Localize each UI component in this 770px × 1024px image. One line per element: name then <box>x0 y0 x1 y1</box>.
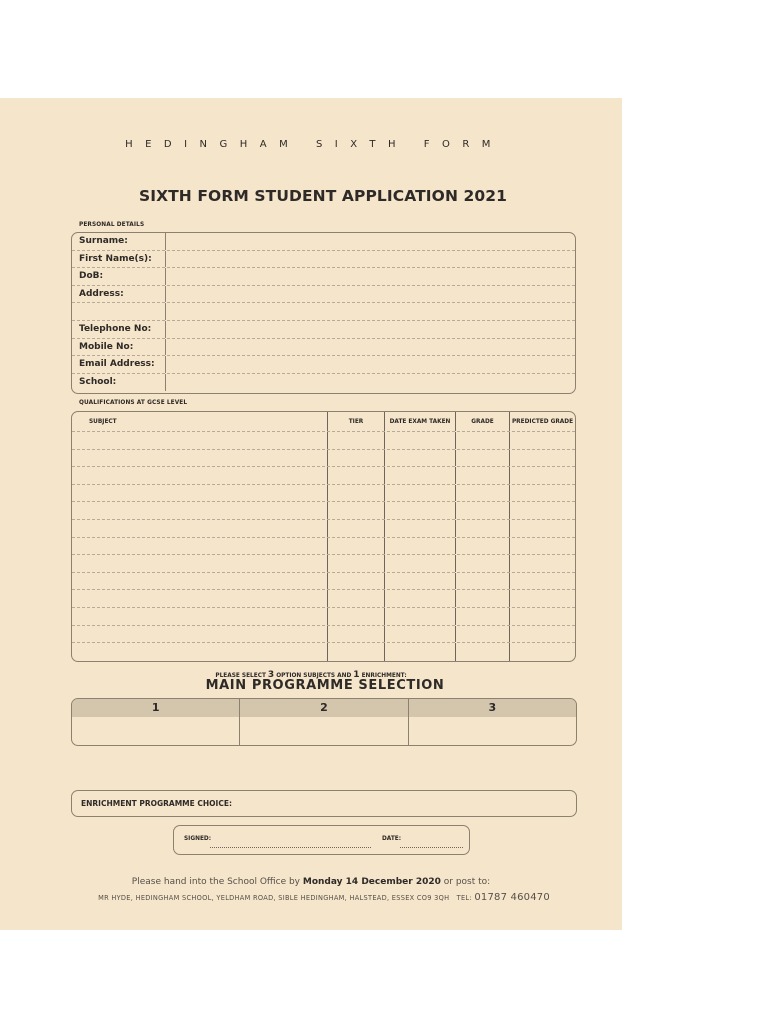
table-row <box>72 450 575 468</box>
field-label: School: <box>72 374 166 392</box>
programme-title: MAIN PROGRAMME SELECTION <box>205 678 445 693</box>
option-3-input[interactable] <box>409 717 576 745</box>
table-row <box>72 502 575 520</box>
grade-cell-input[interactable] <box>456 590 510 607</box>
subject-cell-input[interactable] <box>72 450 328 467</box>
grade-cell-input[interactable] <box>456 502 510 519</box>
predicted-grade-cell-input[interactable] <box>510 538 575 555</box>
column-header-predicted-grade: PREDICTED GRADE <box>511 419 574 425</box>
predicted-grade-cell-input[interactable] <box>510 643 575 661</box>
tier-cell-input[interactable] <box>328 502 385 519</box>
column-header-grade: GRADE <box>456 412 510 431</box>
predicted-grade-cell-input[interactable] <box>510 626 575 643</box>
email-input[interactable] <box>166 356 575 373</box>
field-label: Address: <box>72 286 166 303</box>
mobile-input[interactable] <box>166 339 575 356</box>
grade-cell-input[interactable] <box>456 485 510 502</box>
field-label <box>72 303 166 320</box>
column-header-tier: TIER <box>328 412 385 431</box>
table-row <box>72 608 575 626</box>
postal-address <box>0 892 648 903</box>
field-row-telephone <box>72 321 575 339</box>
table-row <box>72 432 575 450</box>
table-row <box>72 643 575 661</box>
qualifications-table <box>71 411 576 662</box>
qualifications-label: QUALIFICATIONS AT GCSE LEVEL <box>79 400 188 406</box>
field-label: First Name(s): <box>72 251 166 268</box>
grade-cell-input[interactable] <box>456 538 510 555</box>
date-exam-taken-cell-input[interactable] <box>385 502 456 519</box>
date-exam-taken-cell-input[interactable] <box>385 538 456 555</box>
option-1-input[interactable] <box>72 717 239 745</box>
grade-cell-input[interactable] <box>456 608 510 625</box>
option-header: 1 <box>72 699 239 717</box>
field-label: Telephone No: <box>72 321 166 338</box>
predicted-grade-cell-input[interactable] <box>510 432 575 449</box>
table-row <box>72 467 575 485</box>
predicted-grade-cell-input[interactable] <box>510 520 575 537</box>
subject-cell-input[interactable] <box>72 520 328 537</box>
date-exam-taken-cell-input[interactable] <box>385 643 456 661</box>
table-row <box>72 485 575 503</box>
date-exam-taken-cell-input[interactable] <box>385 467 456 484</box>
subject-cell-input[interactable] <box>72 432 328 449</box>
subject-cell-input[interactable] <box>72 608 328 625</box>
field-row-email <box>72 356 575 374</box>
surname-input[interactable] <box>166 233 575 250</box>
table-row <box>72 520 575 538</box>
grade-cell-input[interactable] <box>456 520 510 537</box>
programme-selection-box <box>71 698 577 746</box>
enrichment-label: ENRICHMENT PROGRAMME CHOICE: <box>81 799 232 808</box>
signature-box <box>173 825 470 855</box>
subject-cell-input[interactable] <box>72 573 328 590</box>
subject-cell-input[interactable] <box>72 643 328 661</box>
table-row <box>72 573 575 591</box>
enrichment-choice-field[interactable] <box>71 790 577 817</box>
subject-cell-input[interactable] <box>72 590 328 607</box>
page-title: SIXTH FORM STUDENT APPLICATION 2021 <box>138 187 508 205</box>
predicted-grade-cell-input[interactable] <box>510 590 575 607</box>
personal-details-label: PERSONAL DETAILS <box>79 222 145 228</box>
grade-cell-input[interactable] <box>456 555 510 572</box>
subject-cell-input[interactable] <box>72 502 328 519</box>
address-input-line2[interactable] <box>166 303 575 320</box>
grade-cell-input[interactable] <box>456 573 510 590</box>
column-header-subject: SUBJECT <box>72 412 328 431</box>
address-text: MR HYDE, HEDINGHAM SCHOOL, YELDHAM ROAD, SIBLE HEDINGHAM, HALSTEAD, ESSEX CO9 3QH <box>98 894 450 902</box>
subject-cell-input[interactable] <box>72 538 328 555</box>
grade-cell-input[interactable] <box>456 467 510 484</box>
date-exam-taken-cell-input[interactable] <box>385 555 456 572</box>
table-row <box>72 555 575 573</box>
column-header-date-exam-taken: DATE EXAM TAKEN <box>385 412 456 431</box>
grade-cell-input[interactable] <box>456 626 510 643</box>
option-column-1 <box>72 699 240 745</box>
school-brand: HEDINGHAM SIXTH FORM <box>125 139 503 150</box>
tel-label: TEL: <box>456 894 472 902</box>
subject-cell-input[interactable] <box>72 485 328 502</box>
tier-cell-input[interactable] <box>328 432 385 449</box>
subject-cell-input[interactable] <box>72 467 328 484</box>
application-form-page <box>0 98 622 930</box>
signature-input[interactable] <box>210 847 371 848</box>
date-exam-taken-cell-input[interactable] <box>385 590 456 607</box>
table-row <box>72 626 575 644</box>
date-exam-taken-cell-input[interactable] <box>385 485 456 502</box>
predicted-grade-cell-input[interactable] <box>510 502 575 519</box>
field-row-surname <box>72 233 575 251</box>
note-text: PLEASE SELECT <box>215 673 268 679</box>
date-input[interactable] <box>400 847 463 848</box>
tier-cell-input[interactable] <box>328 626 385 643</box>
predicted-grade-cell-input[interactable] <box>510 450 575 467</box>
tier-cell-input[interactable] <box>328 643 385 661</box>
signed-label: SIGNED: <box>184 836 212 842</box>
grade-cell-input[interactable] <box>456 643 510 661</box>
option-header: 3 <box>409 699 576 717</box>
date-exam-taken-cell-input[interactable] <box>385 626 456 643</box>
predicted-grade-cell-input[interactable] <box>510 608 575 625</box>
table-body <box>72 432 575 661</box>
note-text: ENRICHMENT: <box>359 673 407 679</box>
note-text: OPTION SUBJECTS AND <box>274 673 354 679</box>
predicted-grade-cell-input[interactable] <box>510 555 575 572</box>
tier-cell-input[interactable] <box>328 538 385 555</box>
option-header: 2 <box>240 699 407 717</box>
note-count: 1 <box>353 670 360 680</box>
field-row-address <box>72 286 575 304</box>
field-label: Email Address: <box>72 356 166 373</box>
option-column-2 <box>240 699 408 745</box>
school-input[interactable] <box>166 374 575 392</box>
field-row-mobile <box>72 339 575 357</box>
personal-details-box <box>71 232 576 394</box>
field-label: DoB: <box>72 268 166 285</box>
subject-cell-input[interactable] <box>72 626 328 643</box>
telephone-number: 01787 460470 <box>474 892 550 903</box>
date-exam-taken-cell-input[interactable] <box>385 432 456 449</box>
field-label: Surname: <box>72 233 166 250</box>
telephone-input[interactable] <box>166 321 575 338</box>
predicted-grade-cell-input[interactable] <box>510 467 575 484</box>
field-row-dob <box>72 268 575 286</box>
table-row <box>72 538 575 556</box>
tier-cell-input[interactable] <box>328 450 385 467</box>
tier-cell-input[interactable] <box>328 467 385 484</box>
tier-cell-input[interactable] <box>328 590 385 607</box>
note-count: 3 <box>267 670 275 680</box>
address-input-line1[interactable] <box>166 286 575 303</box>
date-exam-taken-cell-input[interactable] <box>385 450 456 467</box>
predicted-grade-cell-input[interactable] <box>510 573 575 590</box>
submission-instructions <box>0 877 622 887</box>
date-exam-taken-cell-input[interactable] <box>385 573 456 590</box>
instructions-text: Please hand into the School Office by <box>131 877 303 887</box>
field-row-address-2 <box>72 303 575 321</box>
tier-cell-input[interactable] <box>328 485 385 502</box>
subject-cell-input[interactable] <box>72 555 328 572</box>
first-names-input[interactable] <box>166 251 575 268</box>
field-row-first-names <box>72 251 575 269</box>
field-row-school <box>72 374 575 392</box>
field-label: Mobile No: <box>72 339 166 356</box>
grade-cell-input[interactable] <box>456 432 510 449</box>
dob-input[interactable] <box>166 268 575 285</box>
option-2-input[interactable] <box>240 717 407 745</box>
date-exam-taken-cell-input[interactable] <box>385 608 456 625</box>
grade-cell-input[interactable] <box>456 450 510 467</box>
tier-cell-input[interactable] <box>328 608 385 625</box>
instructions-text: or post to: <box>440 877 491 887</box>
deadline: Monday 14 December 2020 <box>302 877 441 887</box>
table-header-row <box>72 412 575 432</box>
tier-cell-input[interactable] <box>328 520 385 537</box>
date-exam-taken-cell-input[interactable] <box>385 520 456 537</box>
tier-cell-input[interactable] <box>328 573 385 590</box>
option-column-3 <box>409 699 576 745</box>
predicted-grade-cell-input[interactable] <box>510 485 575 502</box>
date-label: DATE: <box>382 836 402 842</box>
tier-cell-input[interactable] <box>328 555 385 572</box>
table-row <box>72 590 575 608</box>
